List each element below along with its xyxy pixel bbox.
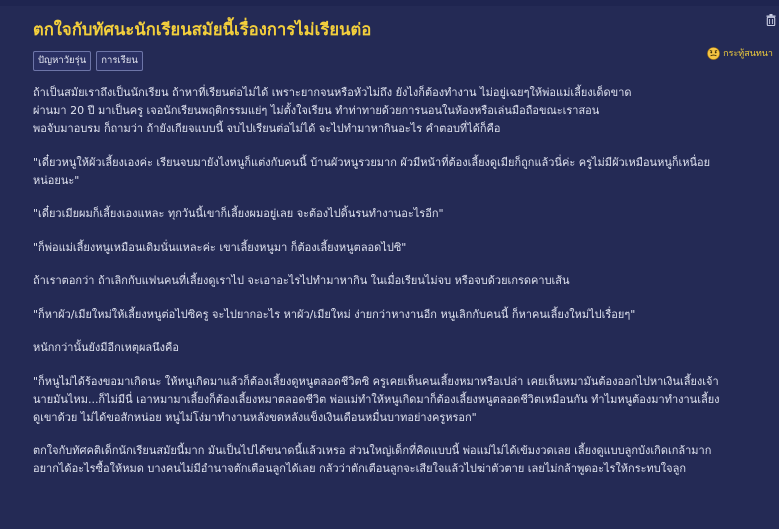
- author-name: กระทู้สนทนา: [723, 49, 773, 59]
- text-line: ผ่านมา 20 ปี มาเป็นครู เจอนักเรียนพฤติกรรมแย่ๆ ไม่ตั้งใจเรียน ทำท่าทายด้วยการนอนในห้องหรือเล่นมือถือขณะเราสอน: [33, 104, 600, 117]
- paragraph: [33, 84, 773, 138]
- post-body: [33, 84, 773, 494]
- paragraph: [33, 272, 773, 290]
- text-line: "ก็พ่อแม่เลี้ยงหนูเหมือนเดิมนั่นแหละค่ะ เขาเลี้ยงหนูมา ก็ต้องเลี้ยงหนูตลอดไปซิ": [33, 240, 407, 254]
- author-info[interactable]: [707, 46, 773, 60]
- tag-item[interactable]: ปัญหาวัยรุ่น: [33, 51, 91, 71]
- text-line: ถ้าเป็นสมัยเราถึงเป็นนักเรียน ถ้าหาที่เรียนต่อไม่ได้ เพราะยากจนหรือหัวไม่ถึง ยังไงก็ต้องทำงาน ไม่อยู่เฉยๆให้พ่อแม่เลี้ยงเด็ดขาด: [33, 86, 632, 99]
- post-title: ตกใจกับทัศนะนักเรียนสมัยนี้เรื่องการไม่เรียนต่อ: [33, 20, 372, 39]
- top-bar: [0, 0, 779, 6]
- tag-item[interactable]: การเรียน: [96, 51, 143, 71]
- paragraph: [33, 373, 773, 427]
- emoji-face-icon: [707, 47, 720, 60]
- paragraph: [33, 239, 773, 257]
- text-line: ดูเขาด้วย ไม่ได้ขอสักหน่อย หนูไม่โง่มาทำงานหลังขดหลังแข็งเงินเดือนหมื่นบาทอย่างครูหรอก": [33, 410, 477, 424]
- paragraph: [33, 306, 773, 324]
- text-line: ถ้าเราตอกว่า ถ้าเลิกกับแฟนคนที่เลี้ยงดูเราไป จะเอาอะไรไปทำมาหากิน ในเมื่อเรียนไม่จบ หรือจบด้วยเกรดคาบเส้น: [33, 274, 570, 287]
- text-line: อยากได้อะไรซื้อให้หมด บางคนไม่มีอำนาจตักเตือนลูกได้เลย กลัวว่าตักเตือนลูกจะเสียใจแล้วไปฆ่าตัวตาย เลยไม่กล้าพูดอะไรให้กระทบใจลูก: [33, 462, 686, 475]
- paragraph: [33, 442, 773, 478]
- text-line: "ก็หนูไม่ได้ร้องขอมาเกิดนะ ให้หนูเกิดมาแล้วก็ต้องเลี้ยงดูหนูตลอดชีวิตซิ ครูเคยเห็นคนเลี้ยงหมาหรือเปล่า เคยเห็นหมามันต้องออกไปหาเงินเลี้ยงเจ้า: [33, 374, 719, 388]
- paragraph: [33, 339, 773, 357]
- tag-list: [33, 51, 143, 71]
- text-line: "เดี๋ยวหนูให้ผัวเลี้ยงเองค่ะ เรียนจบมายังไงหนูก็แต่งกับคนนี้ บ้านผัวหนูรวยมาก ผัวมีหน้าที่ต้องเลี้ยงดูเมียก็ถูกแล้วนี่ค่ะ ครูไม่มีผัวเหมือนหนูก็เหนื่อย: [33, 155, 711, 169]
- text-line: ตกใจกับทัศคติเด็กนักเรียนสมัยนี้มาก มันเป็นไปได้ขนาดนี้แล้วเหรอ ส่วนใหญ่เด็กที่คิดแบบนี้ พ่อแม่ไม่ได้เข้มงวดเลย เลี้ยงดูแบบลูกบังเกิดเกล้ามาก: [33, 444, 712, 457]
- paragraph: [33, 205, 773, 223]
- text-line: หนักกว่านั้นยังมีอีกเหตุผลนึงคือ: [33, 341, 180, 354]
- text-line: "ก็หาผัว/เมียใหม่ให้เลี้ยงหนูต่อไปซิครู จะไปยากอะไร หาผัว/เมียใหม่ ง่ายกว่าหางานอีก หนูเลิกกับคนนี้ ก็หาคนเลี้ยงใหม่ไปเรื่อยๆ": [33, 307, 636, 321]
- text-line: พอจับมาอบรม ก็ถามว่า ถ้ายังเกียจแบบนี้ จบไปเรียนต่อไม่ได้ จะไปทำมาหากินอะไร คำตอบที่ได้ก็คือ: [33, 122, 501, 135]
- paragraph: [33, 154, 773, 190]
- text-line: "เดี๋ยวเมียผมก็เลี้ยงเองแหละ ทุกวันนี้เขาก็เลี้ยงผมอยู่เลย จะต้องไปดิ้นรนทำงานอะไรอีก": [33, 207, 444, 220]
- trash-icon[interactable]: [765, 13, 777, 27]
- text-line: หน่อยนะ": [33, 173, 80, 187]
- text-line: นายมันไหม...ก็ไม่มีนี่ เอาหมามาเลี้ยงก็ต้องเลี้ยงหมาตลอดชีวิต พ่อแม่ทำให้หนูเกิดมาก็ต้องเลี้ยงหนูตลอดชีวิตเหมือนกัน ทำไมหนูต้องมาทำงานเลี้ยง: [33, 392, 720, 406]
